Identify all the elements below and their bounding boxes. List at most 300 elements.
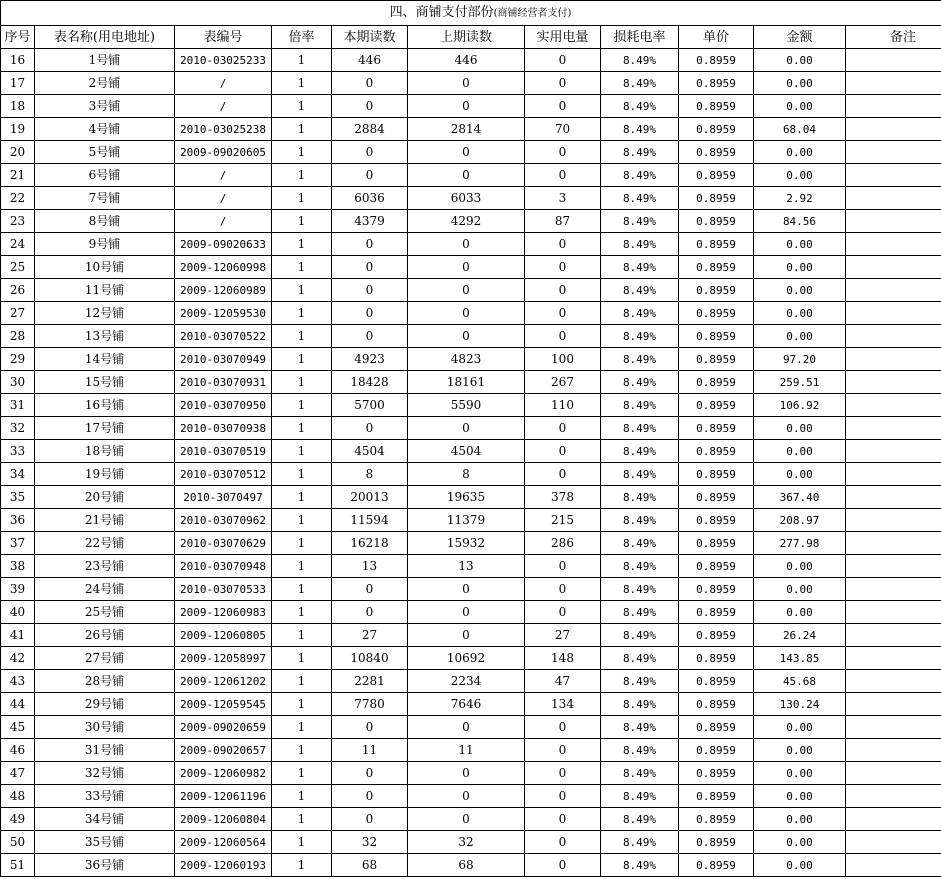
header-cell-current-reading: 本期读数 <box>332 26 408 49</box>
cell-loss-rate: 8.49% <box>601 417 679 440</box>
cell-multiplier: 1 <box>272 210 332 233</box>
cell-loss-rate: 8.49% <box>601 693 679 716</box>
cell-previous-reading: 13 <box>408 555 525 578</box>
table-row <box>1 440 941 463</box>
cell-meter-id: / <box>175 187 272 210</box>
cell-used: 47 <box>525 670 601 693</box>
cell-meter-id: / <box>175 164 272 187</box>
cell-note <box>846 532 941 555</box>
cell-loss-rate: 8.49% <box>601 831 679 854</box>
header-cell-unit-price: 单价 <box>679 26 754 49</box>
cell-used: 378 <box>525 486 601 509</box>
cell-note <box>846 302 941 325</box>
table-row <box>1 647 941 670</box>
cell-current-reading: 0 <box>332 95 408 118</box>
cell-multiplier: 1 <box>272 95 332 118</box>
cell-loss-rate: 8.49% <box>601 187 679 210</box>
table-row <box>1 141 941 164</box>
cell-shop-name: 2号铺 <box>35 72 175 95</box>
cell-unit-price: 0.8959 <box>679 555 754 578</box>
cell-note <box>846 831 941 854</box>
table-row <box>1 256 941 279</box>
cell-multiplier: 1 <box>272 187 332 210</box>
table-row <box>1 693 941 716</box>
cell-note <box>846 72 941 95</box>
cell-note <box>846 716 941 739</box>
table-row <box>1 371 941 394</box>
cell-no: 21 <box>1 164 35 187</box>
cell-note <box>846 463 941 486</box>
cell-unit-price: 0.8959 <box>679 72 754 95</box>
cell-multiplier: 1 <box>272 233 332 256</box>
cell-current-reading: 0 <box>332 72 408 95</box>
cell-current-reading: 0 <box>332 716 408 739</box>
table-row <box>1 486 941 509</box>
cell-used: 0 <box>525 302 601 325</box>
cell-used: 0 <box>525 831 601 854</box>
cell-used: 0 <box>525 164 601 187</box>
cell-shop-name: 28号铺 <box>35 670 175 693</box>
cell-note <box>846 394 941 417</box>
cell-multiplier: 1 <box>272 578 332 601</box>
cell-shop-name: 22号铺 <box>35 532 175 555</box>
cell-unit-price: 0.8959 <box>679 348 754 371</box>
cell-meter-id: / <box>175 72 272 95</box>
cell-multiplier: 1 <box>272 532 332 555</box>
cell-shop-name: 21号铺 <box>35 509 175 532</box>
cell-current-reading: 4504 <box>332 440 408 463</box>
cell-unit-price: 0.8959 <box>679 601 754 624</box>
cell-used: 0 <box>525 716 601 739</box>
cell-no: 17 <box>1 72 35 95</box>
cell-multiplier: 1 <box>272 463 332 486</box>
cell-multiplier: 1 <box>272 164 332 187</box>
cell-previous-reading: 0 <box>408 233 525 256</box>
cell-previous-reading: 0 <box>408 624 525 647</box>
cell-amount: 106.92 <box>754 394 846 417</box>
header-cell-note: 备注 <box>846 26 941 49</box>
cell-note <box>846 417 941 440</box>
cell-used: 0 <box>525 417 601 440</box>
cell-amount: 0.00 <box>754 831 846 854</box>
cell-shop-name: 6号铺 <box>35 164 175 187</box>
cell-meter-id: 2010-03025233 <box>175 49 272 72</box>
cell-amount: 208.97 <box>754 509 846 532</box>
cell-amount: 0.00 <box>754 141 846 164</box>
cell-note <box>846 624 941 647</box>
cell-no: 24 <box>1 233 35 256</box>
table-row <box>1 624 941 647</box>
cell-used: 3 <box>525 187 601 210</box>
cell-shop-name: 1号铺 <box>35 49 175 72</box>
cell-previous-reading: 0 <box>408 95 525 118</box>
cell-current-reading: 0 <box>332 302 408 325</box>
cell-previous-reading: 0 <box>408 141 525 164</box>
cell-current-reading: 0 <box>332 233 408 256</box>
cell-multiplier: 1 <box>272 49 332 72</box>
table-row <box>1 348 941 371</box>
cell-used: 0 <box>525 440 601 463</box>
cell-unit-price: 0.8959 <box>679 486 754 509</box>
cell-shop-name: 32号铺 <box>35 762 175 785</box>
cell-shop-name: 10号铺 <box>35 256 175 279</box>
cell-shop-name: 8号铺 <box>35 210 175 233</box>
cell-multiplier: 1 <box>272 417 332 440</box>
header-cell-loss-rate: 损耗电率 <box>601 26 679 49</box>
cell-unit-price: 0.8959 <box>679 624 754 647</box>
cell-shop-name: 33号铺 <box>35 785 175 808</box>
cell-unit-price: 0.8959 <box>679 532 754 555</box>
cell-no: 40 <box>1 601 35 624</box>
cell-current-reading: 7780 <box>332 693 408 716</box>
cell-unit-price: 0.8959 <box>679 808 754 831</box>
cell-current-reading: 16218 <box>332 532 408 555</box>
cell-previous-reading: 19635 <box>408 486 525 509</box>
cell-no: 46 <box>1 739 35 762</box>
cell-no: 27 <box>1 302 35 325</box>
cell-no: 25 <box>1 256 35 279</box>
cell-unit-price: 0.8959 <box>679 509 754 532</box>
cell-note <box>846 348 941 371</box>
cell-unit-price: 0.8959 <box>679 279 754 302</box>
cell-note <box>846 509 941 532</box>
cell-no: 39 <box>1 578 35 601</box>
cell-loss-rate: 8.49% <box>601 578 679 601</box>
cell-used: 87 <box>525 210 601 233</box>
cell-used: 134 <box>525 693 601 716</box>
cell-used: 0 <box>525 739 601 762</box>
cell-current-reading: 11594 <box>332 509 408 532</box>
table-row <box>1 578 941 601</box>
cell-shop-name: 27号铺 <box>35 647 175 670</box>
cell-unit-price: 0.8959 <box>679 831 754 854</box>
cell-multiplier: 1 <box>272 854 332 877</box>
cell-amount: 0.00 <box>754 808 846 831</box>
cell-shop-name: 15号铺 <box>35 371 175 394</box>
cell-note <box>846 486 941 509</box>
cell-unit-price: 0.8959 <box>679 440 754 463</box>
cell-previous-reading: 0 <box>408 578 525 601</box>
cell-meter-id: 2009-09020605 <box>175 141 272 164</box>
cell-unit-price: 0.8959 <box>679 233 754 256</box>
cell-no: 38 <box>1 555 35 578</box>
cell-unit-price: 0.8959 <box>679 49 754 72</box>
cell-current-reading: 0 <box>332 808 408 831</box>
cell-multiplier: 1 <box>272 785 332 808</box>
cell-used: 0 <box>525 325 601 348</box>
cell-loss-rate: 8.49% <box>601 463 679 486</box>
cell-meter-id: 2010-3070497 <box>175 486 272 509</box>
table-row <box>1 417 941 440</box>
cell-amount: 143.85 <box>754 647 846 670</box>
cell-meter-id: / <box>175 95 272 118</box>
section-title-main: 四、商铺支付部份 <box>389 5 494 20</box>
cell-no: 45 <box>1 716 35 739</box>
cell-no: 30 <box>1 371 35 394</box>
cell-current-reading: 10840 <box>332 647 408 670</box>
cell-note <box>846 785 941 808</box>
cell-no: 49 <box>1 808 35 831</box>
cell-meter-id: 2009-12060193 <box>175 854 272 877</box>
cell-no: 22 <box>1 187 35 210</box>
cell-no: 43 <box>1 670 35 693</box>
cell-previous-reading: 0 <box>408 325 525 348</box>
cell-multiplier: 1 <box>272 762 332 785</box>
cell-multiplier: 1 <box>272 279 332 302</box>
section-title-sub: (商铺经营者支付) <box>493 8 572 19</box>
table-row <box>1 762 941 785</box>
section-title <box>1 1 941 26</box>
cell-shop-name: 19号铺 <box>35 463 175 486</box>
cell-used: 0 <box>525 233 601 256</box>
cell-amount: 0.00 <box>754 164 846 187</box>
cell-meter-id: 2009-12060804 <box>175 808 272 831</box>
cell-meter-id: 2009-12060564 <box>175 831 272 854</box>
cell-current-reading: 2281 <box>332 670 408 693</box>
cell-shop-name: 36号铺 <box>35 854 175 877</box>
cell-loss-rate: 8.49% <box>601 210 679 233</box>
cell-amount: 277.98 <box>754 532 846 555</box>
cell-amount: 0.00 <box>754 739 846 762</box>
cell-previous-reading: 2814 <box>408 118 525 141</box>
cell-unit-price: 0.8959 <box>679 118 754 141</box>
cell-unit-price: 0.8959 <box>679 187 754 210</box>
cell-multiplier: 1 <box>272 486 332 509</box>
cell-current-reading: 68 <box>332 854 408 877</box>
cell-unit-price: 0.8959 <box>679 325 754 348</box>
cell-unit-price: 0.8959 <box>679 670 754 693</box>
cell-current-reading: 11 <box>332 739 408 762</box>
cell-meter-id: 2009-12060998 <box>175 256 272 279</box>
cell-previous-reading: 18161 <box>408 371 525 394</box>
cell-unit-price: 0.8959 <box>679 463 754 486</box>
cell-no: 20 <box>1 141 35 164</box>
cell-meter-id: 2010-03070522 <box>175 325 272 348</box>
cell-previous-reading: 0 <box>408 302 525 325</box>
cell-no: 41 <box>1 624 35 647</box>
cell-note <box>846 578 941 601</box>
cell-previous-reading: 8 <box>408 463 525 486</box>
cell-note <box>846 693 941 716</box>
cell-multiplier: 1 <box>272 72 332 95</box>
cell-used: 286 <box>525 532 601 555</box>
cell-used: 0 <box>525 601 601 624</box>
cell-previous-reading: 0 <box>408 279 525 302</box>
cell-no: 29 <box>1 348 35 371</box>
table-row <box>1 854 941 877</box>
cell-note <box>846 670 941 693</box>
table-row <box>1 808 941 831</box>
cell-amount: 0.00 <box>754 417 846 440</box>
cell-loss-rate: 8.49% <box>601 509 679 532</box>
cell-multiplier: 1 <box>272 808 332 831</box>
cell-no: 48 <box>1 785 35 808</box>
cell-amount: 0.00 <box>754 72 846 95</box>
cell-shop-name: 3号铺 <box>35 95 175 118</box>
cell-loss-rate: 8.49% <box>601 808 679 831</box>
cell-meter-id: 2010-03070512 <box>175 463 272 486</box>
cell-multiplier: 1 <box>272 509 332 532</box>
cell-shop-name: 25号铺 <box>35 601 175 624</box>
cell-loss-rate: 8.49% <box>601 371 679 394</box>
cell-meter-id: 2009-12058997 <box>175 647 272 670</box>
cell-meter-id: 2009-09020659 <box>175 716 272 739</box>
cell-loss-rate: 8.49% <box>601 716 679 739</box>
cell-unit-price: 0.8959 <box>679 762 754 785</box>
cell-shop-name: 4号铺 <box>35 118 175 141</box>
cell-multiplier: 1 <box>272 348 332 371</box>
table-row <box>1 164 941 187</box>
cell-current-reading: 20013 <box>332 486 408 509</box>
cell-shop-name: 11号铺 <box>35 279 175 302</box>
cell-note <box>846 440 941 463</box>
table-row <box>1 325 941 348</box>
header-cell-no: 序号 <box>1 26 35 49</box>
table-row <box>1 532 941 555</box>
cell-loss-rate: 8.49% <box>601 325 679 348</box>
cell-meter-id: 2010-03070938 <box>175 417 272 440</box>
cell-loss-rate: 8.49% <box>601 762 679 785</box>
cell-used: 100 <box>525 348 601 371</box>
table-row <box>1 394 941 417</box>
cell-note <box>846 854 941 877</box>
cell-used: 0 <box>525 785 601 808</box>
header-cell-meter: 表编号 <box>175 26 272 49</box>
cell-multiplier: 1 <box>272 831 332 854</box>
cell-unit-price: 0.8959 <box>679 210 754 233</box>
cell-amount: 0.00 <box>754 279 846 302</box>
cell-note <box>846 555 941 578</box>
cell-current-reading: 0 <box>332 785 408 808</box>
cell-amount: 0.00 <box>754 49 846 72</box>
cell-multiplier: 1 <box>272 325 332 348</box>
cell-current-reading: 0 <box>332 578 408 601</box>
cell-current-reading: 18428 <box>332 371 408 394</box>
cell-no: 34 <box>1 463 35 486</box>
cell-current-reading: 2884 <box>332 118 408 141</box>
cell-current-reading: 13 <box>332 555 408 578</box>
cell-loss-rate: 8.49% <box>601 601 679 624</box>
cell-meter-id: 2009-12060989 <box>175 279 272 302</box>
cell-current-reading: 0 <box>332 279 408 302</box>
cell-unit-price: 0.8959 <box>679 141 754 164</box>
cell-used: 110 <box>525 394 601 417</box>
cell-multiplier: 1 <box>272 256 332 279</box>
cell-used: 0 <box>525 578 601 601</box>
cell-meter-id: 2010-03025238 <box>175 118 272 141</box>
cell-used: 0 <box>525 463 601 486</box>
cell-note <box>846 325 941 348</box>
table-row <box>1 463 941 486</box>
cell-loss-rate: 8.49% <box>601 624 679 647</box>
cell-shop-name: 13号铺 <box>35 325 175 348</box>
table-row <box>1 118 941 141</box>
cell-shop-name: 12号铺 <box>35 302 175 325</box>
cell-amount: 0.00 <box>754 325 846 348</box>
cell-current-reading: 8 <box>332 463 408 486</box>
cell-note <box>846 256 941 279</box>
cell-note <box>846 210 941 233</box>
cell-unit-price: 0.8959 <box>679 95 754 118</box>
cell-amount: 0.00 <box>754 233 846 256</box>
cell-unit-price: 0.8959 <box>679 854 754 877</box>
cell-loss-rate: 8.49% <box>601 95 679 118</box>
cell-unit-price: 0.8959 <box>679 394 754 417</box>
cell-multiplier: 1 <box>272 624 332 647</box>
cell-previous-reading: 0 <box>408 716 525 739</box>
cell-meter-id: 2010-03070950 <box>175 394 272 417</box>
cell-loss-rate: 8.49% <box>601 486 679 509</box>
cell-used: 0 <box>525 95 601 118</box>
cell-shop-name: 26号铺 <box>35 624 175 647</box>
cell-meter-id: 2009-12060805 <box>175 624 272 647</box>
cell-note <box>846 647 941 670</box>
cell-note <box>846 739 941 762</box>
cell-note <box>846 95 941 118</box>
cell-loss-rate: 8.49% <box>601 256 679 279</box>
cell-note <box>846 187 941 210</box>
cell-no: 32 <box>1 417 35 440</box>
cell-multiplier: 1 <box>272 118 332 141</box>
cell-used: 0 <box>525 49 601 72</box>
cell-no: 42 <box>1 647 35 670</box>
cell-note <box>846 164 941 187</box>
cell-amount: 0.00 <box>754 302 846 325</box>
cell-used: 27 <box>525 624 601 647</box>
cell-loss-rate: 8.49% <box>601 49 679 72</box>
cell-previous-reading: 0 <box>408 417 525 440</box>
cell-unit-price: 0.8959 <box>679 164 754 187</box>
cell-current-reading: 5700 <box>332 394 408 417</box>
cell-amount: 0.00 <box>754 785 846 808</box>
header-row <box>1 26 941 49</box>
cell-amount: 45.68 <box>754 670 846 693</box>
cell-current-reading: 6036 <box>332 187 408 210</box>
cell-unit-price: 0.8959 <box>679 647 754 670</box>
cell-loss-rate: 8.49% <box>601 785 679 808</box>
cell-no: 28 <box>1 325 35 348</box>
cell-loss-rate: 8.49% <box>601 72 679 95</box>
cell-previous-reading: 0 <box>408 601 525 624</box>
cell-previous-reading: 68 <box>408 854 525 877</box>
cell-loss-rate: 8.49% <box>601 670 679 693</box>
cell-multiplier: 1 <box>272 693 332 716</box>
cell-previous-reading: 10692 <box>408 647 525 670</box>
cell-loss-rate: 8.49% <box>601 440 679 463</box>
table-row <box>1 716 941 739</box>
cell-meter-id: 2009-12059530 <box>175 302 272 325</box>
cell-unit-price: 0.8959 <box>679 256 754 279</box>
cell-amount: 0.00 <box>754 256 846 279</box>
cell-current-reading: 32 <box>332 831 408 854</box>
cell-amount: 130.24 <box>754 693 846 716</box>
cell-previous-reading: 4823 <box>408 348 525 371</box>
table-row <box>1 555 941 578</box>
table-row <box>1 601 941 624</box>
cell-note <box>846 279 941 302</box>
table-row <box>1 670 941 693</box>
cell-used: 0 <box>525 555 601 578</box>
cell-shop-name: 24号铺 <box>35 578 175 601</box>
header-cell-multiplier: 倍率 <box>272 26 332 49</box>
cell-previous-reading: 0 <box>408 762 525 785</box>
cell-note <box>846 233 941 256</box>
cell-note <box>846 118 941 141</box>
cell-note <box>846 49 941 72</box>
table-row <box>1 49 941 72</box>
cell-loss-rate: 8.49% <box>601 532 679 555</box>
cell-meter-id: 2009-12061196 <box>175 785 272 808</box>
